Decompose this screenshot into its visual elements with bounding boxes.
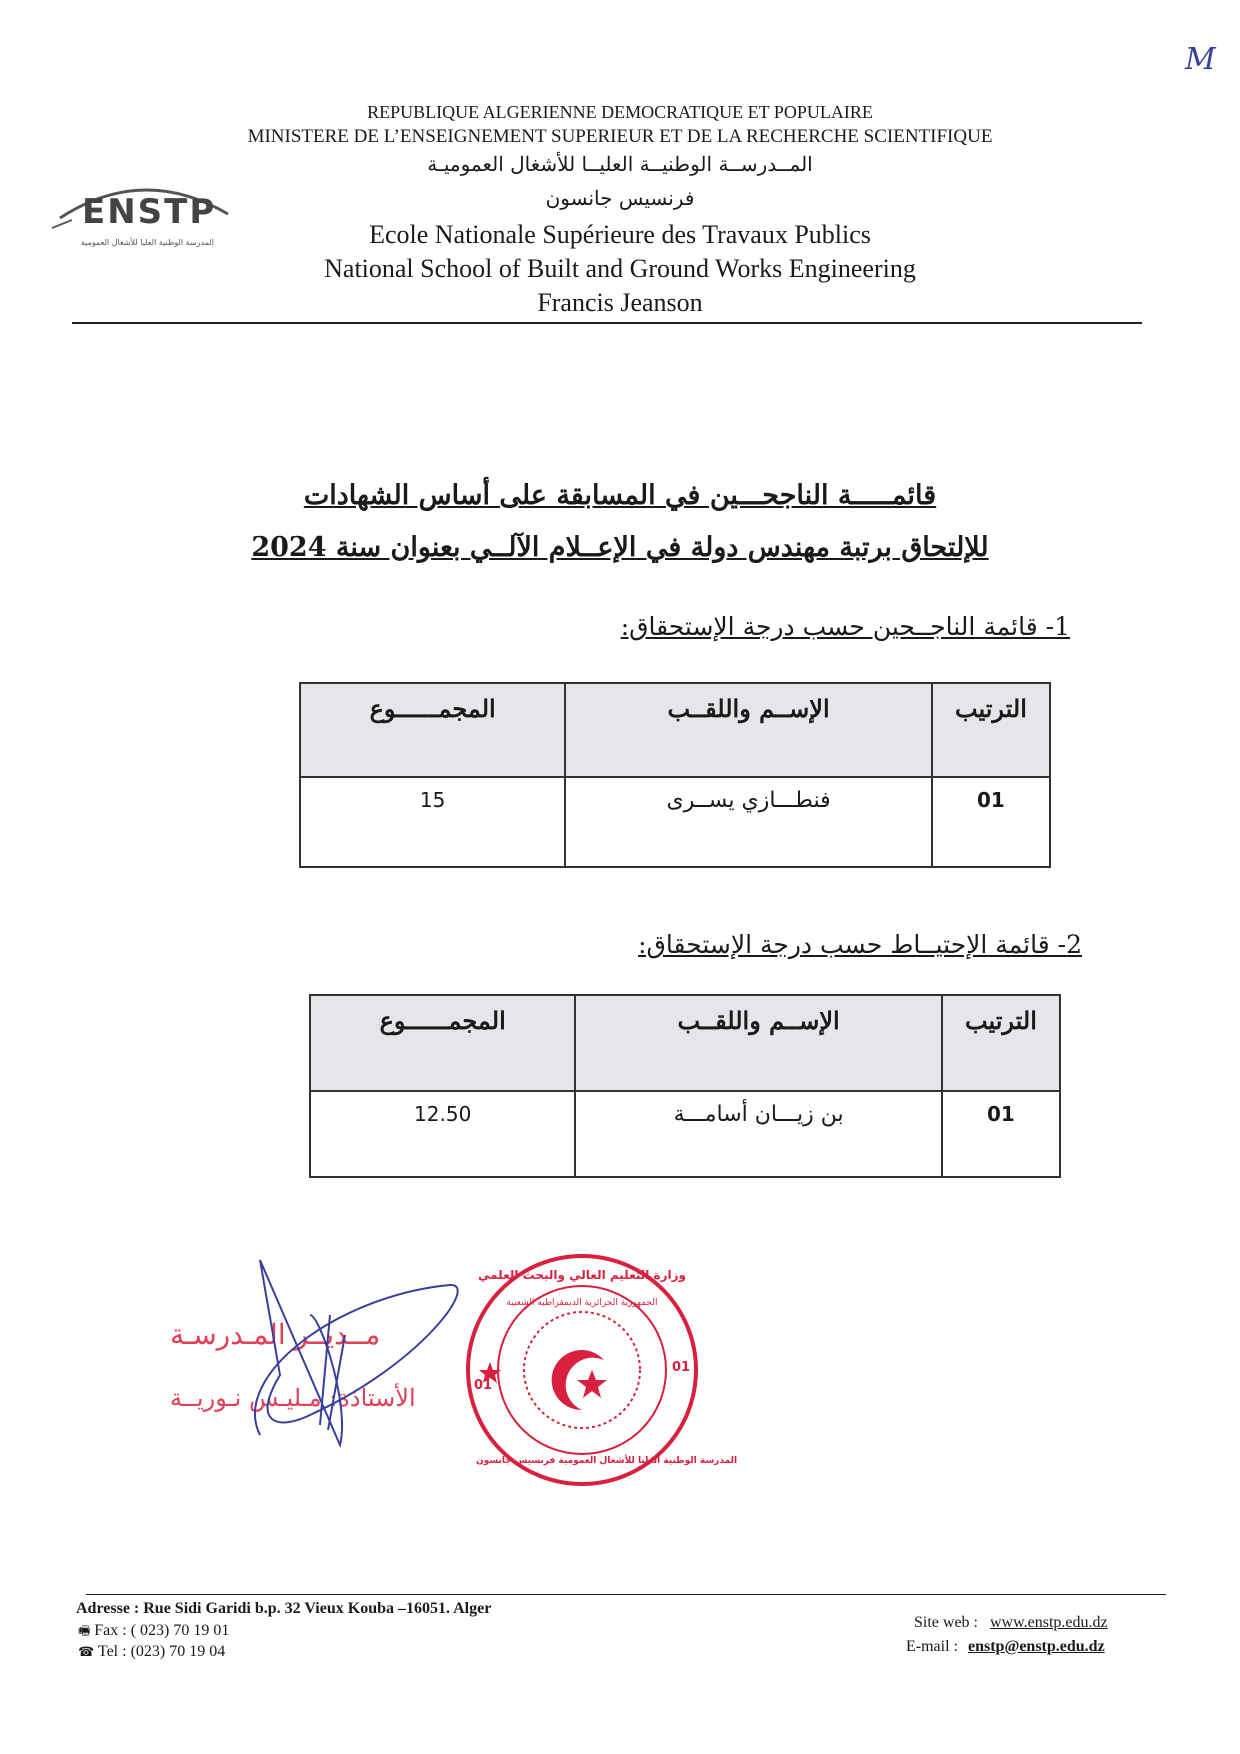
footer-divider	[86, 1594, 1166, 1595]
page-title-line2: للإلتحاق برتبة مهندس دولة في الإعــلام الآلــي بعنوان سنة 2024	[251, 532, 989, 563]
col-rank-header: الترتيب	[932, 683, 1050, 777]
footer-email-row	[906, 1638, 1105, 1656]
table-row	[300, 777, 1050, 867]
table-header-row	[300, 683, 1050, 777]
stamp-outer-text: وزارة التعليم العالي والبحث العلمي	[477, 1268, 687, 1282]
fax-icon: 🖷	[78, 1624, 91, 1639]
enstp-logo	[48, 170, 238, 270]
footer-fax-row	[78, 1622, 229, 1644]
total-cell: 15	[300, 777, 565, 867]
french-school-name: Ecole Nationale Supérieure des Travaux Publics	[369, 220, 871, 249]
arabic-school-name: المــدرســة الوطنيــة العليــا للأشغال العموميـة	[427, 152, 813, 176]
col-total-header: المجمــــــوع	[300, 683, 565, 777]
email-label: E-mail :	[906, 1638, 958, 1655]
name-cell: بن زيـــان أسامـــة	[575, 1091, 941, 1177]
logo-subtext: المدرسة الوطنية العليا للأشغال العمومية	[80, 238, 214, 247]
name-cell: فنطـــازي يســرى	[565, 777, 932, 867]
handwritten-signature	[220, 1255, 480, 1455]
footer-site-row	[914, 1614, 1108, 1632]
phone-icon: ☎	[78, 1645, 95, 1660]
email-link[interactable]: enstp@enstp.edu.dz	[967, 1638, 1105, 1655]
ministry-line: MINISTERE DE L’ENSEIGNEMENT SUPERIEUR ET DE LA RECHERCHE SCIENTIFIQUE	[247, 126, 993, 147]
page-title-line1: قائمـــــة الناجحـــين في المسابقة على أساس الشهادات	[303, 480, 937, 511]
site-link[interactable]: www.enstp.edu.dz	[990, 1614, 1108, 1631]
stamp-number-left: 01	[474, 1378, 493, 1393]
stamp-seal-icon	[462, 1250, 738, 1490]
official-stamp	[462, 1250, 738, 1490]
arabic-person-name: فرنسيس جانسون	[545, 186, 695, 210]
header-divider	[72, 322, 1142, 324]
signature-title: مــديــر المـدرسـة	[170, 1318, 381, 1351]
logo-text: ENSTP	[82, 192, 217, 232]
col-name-header: الإســم واللقــب	[565, 683, 932, 777]
footer-tel-row	[78, 1643, 225, 1661]
school-person-name: Francis Jeanson	[537, 288, 703, 317]
col-name-header: الإســم واللقــب	[575, 995, 941, 1091]
republic-line: REPUBLIQUE ALGERIENNE DEMOCRATIQUE ET POPULAIRE	[367, 102, 873, 122]
section1-heading: 1- قائمة الناجــحين حسب درجة الإستحقاق:	[620, 612, 1070, 641]
total-cell: 12.50	[310, 1091, 575, 1177]
stamp-number-right: 01	[672, 1360, 691, 1375]
rank-cell: 01	[932, 777, 1050, 867]
section2-heading: 2- قائمة الإحتيــاط حسب درجة الإستحقاق:	[638, 930, 1082, 959]
footer-fax: Fax : ( 023) 70 19 01	[94, 1622, 230, 1639]
signature-name: الأستاذة: مـليـس نـوريــة	[170, 1384, 416, 1412]
col-rank-header: الترتيب	[942, 995, 1060, 1091]
footer-tel: Tel : (023) 70 19 04	[97, 1643, 226, 1660]
corner-mark: M	[1185, 42, 1216, 77]
col-total-header: المجمــــــوع	[310, 995, 575, 1091]
footer-address: Adresse : Rue Sidi Garidi b.p. 32 Vieux Kouba –16051. Alger	[76, 1600, 492, 1617]
rank-cell: 01	[942, 1091, 1060, 1177]
signature-scribble-icon	[220, 1255, 480, 1455]
stamp-inner-text: الجمهورية الجزائرية الديمقراطية الشعبية	[506, 1298, 658, 1308]
reserve-table	[309, 994, 1061, 1178]
stamp-bottom-text: المدرسة الوطنية العليا للأشغال العمومية فرنسيس جانسون	[476, 1456, 738, 1466]
site-label: Site web :	[914, 1614, 978, 1631]
english-school-name: National School of Built and Ground Works Engineering	[324, 254, 916, 283]
table-header-row	[310, 995, 1060, 1091]
table-row	[310, 1091, 1060, 1177]
winners-table	[299, 682, 1051, 868]
